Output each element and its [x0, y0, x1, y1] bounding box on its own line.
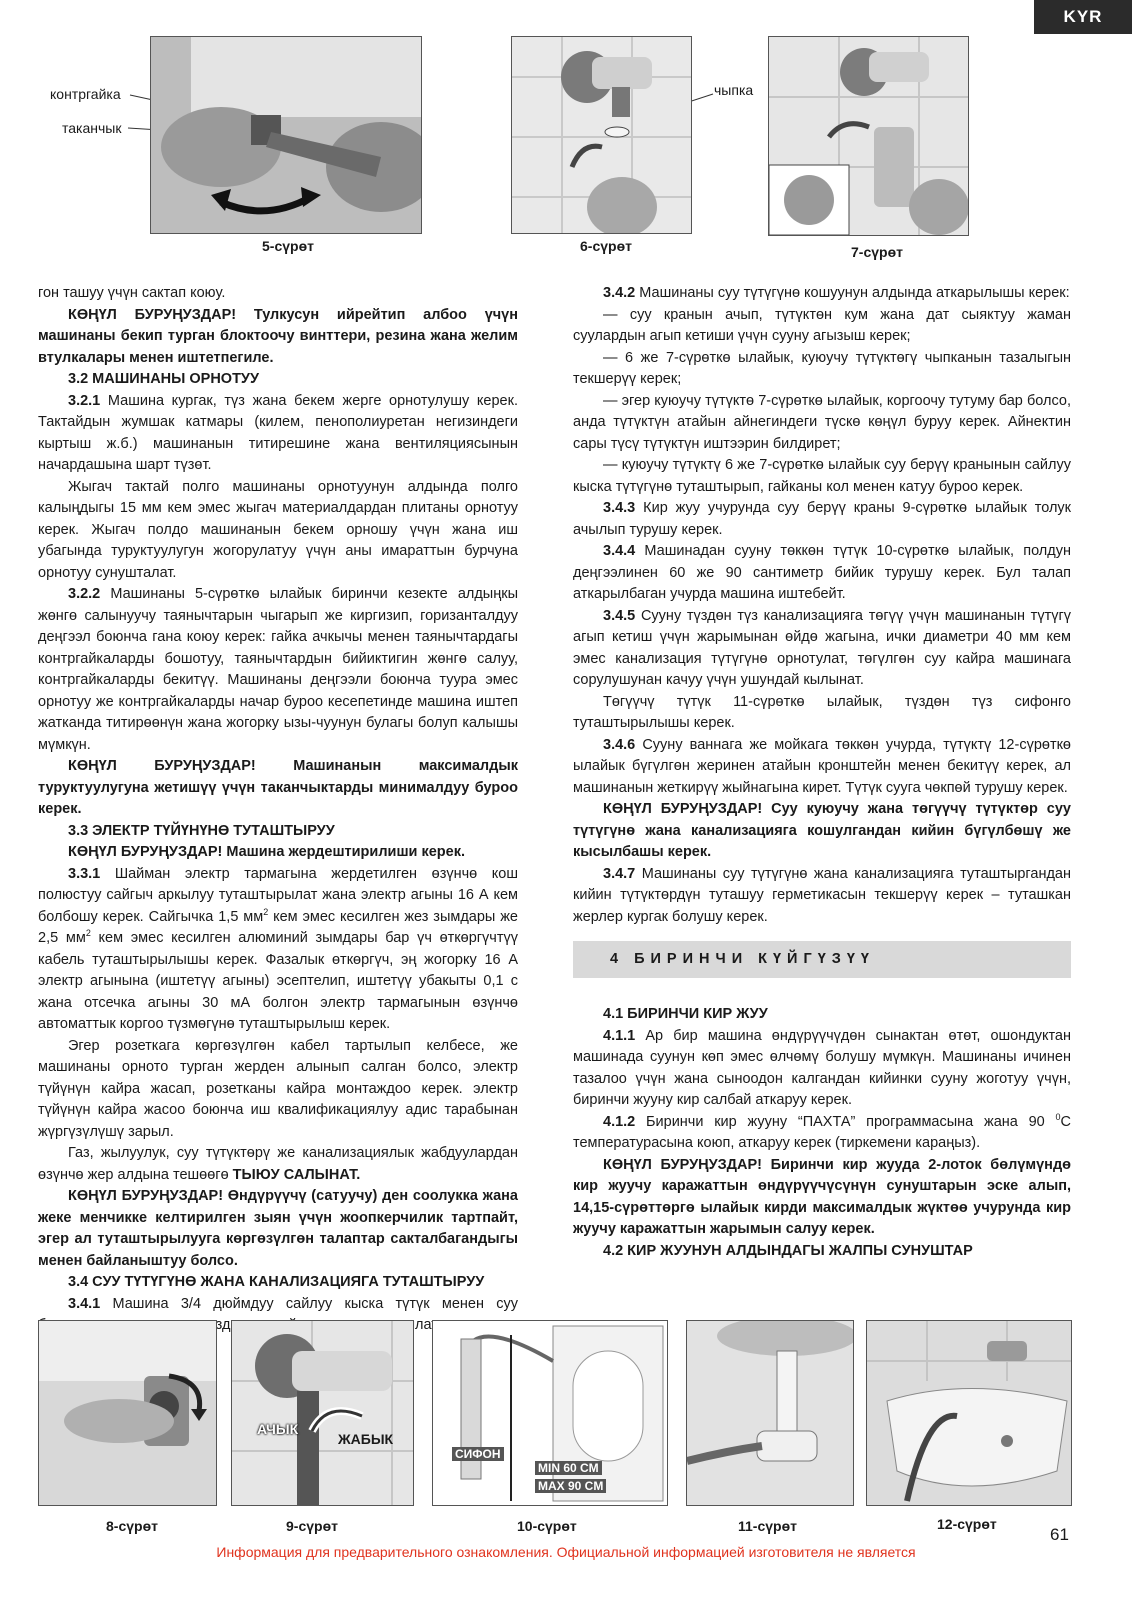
paragraph-4-1-1 [573, 1026, 1071, 1112]
section-heading-3-3: 3.3 ЭЛЕКТР ТҮЙҮНҮНӨ ТУТАШТЫРУУ [68, 822, 335, 839]
clause-number: 3.2.2 [68, 586, 101, 602]
clause-text: Биринчи кир жууну “ПАХТА” программасына жана 90 [635, 1113, 1056, 1130]
aquastop-hose-illustration [769, 37, 968, 235]
siphon-connection-illustration [687, 1321, 853, 1505]
paragraph-3-4-5 [573, 606, 1071, 692]
paragraph-4-1-2 [573, 1112, 1071, 1155]
fig5-label-foot: таканчык [62, 120, 122, 136]
footer-disclaimer: Информация для предварительного ознакомления. Официальной информацией изготовителя не является [216, 1544, 916, 1560]
fig5-label-locknut: контргайка [50, 86, 121, 102]
clause-number: 3.4.6 [603, 736, 636, 753]
clause-text: С температурасына коюп, аткаруу керек (тиркемени караңыз). [573, 1113, 1071, 1151]
language-tab: KYR [1034, 0, 1132, 34]
fig6-label-filter: чыпка [714, 82, 754, 98]
warning-paragraph: КӨҢҮЛ БУРУҢУЗДАР! Биринчи кир жууда 2-лоток бөлүмүндө кир жуучу каражаттын өндүрүүчүсүнүн сунуштарын эске алып, 14,15-сүрөттөргө ылайык кирди максималдык жүктөө учурунда кир жуучу каражаттын жарымын салуу керек. [573, 1156, 1071, 1237]
warning-paragraph: КӨҢҮЛ БУРУҢУЗДАР! Суу куюучу жана төгүүчү түтүктөр суу түтүгүнө жана канализацияга кошулгандан кийин бүгүлбөшү же кысылбашы керек. [573, 801, 1071, 860]
superscript: 0 [1055, 1111, 1061, 1122]
clause-text: Машинадан сууну төккөн түтүк 10-сүрөткө ылайык, полдун деңгээлинен 60 же 90 сантиметр бийик турушу керек. Бул талап аткарылбаган учурда машина иштебейт. [573, 543, 1071, 602]
section-heading-4-1: 4.1 БИРИНЧИ КИР ЖУУ [603, 1006, 768, 1022]
clause-text: Машинаны суу түтүгүнө кошуунун алдында аткарылышы керек: [635, 285, 1070, 301]
paragraph [38, 1143, 518, 1186]
fig10-label-min: MIN 60 CM [535, 1461, 602, 1475]
paragraph-3-4-6 [573, 735, 1071, 800]
figure-5-caption: 5-сүрөт [262, 238, 314, 254]
fig10-label-max: MAX 90 CM [535, 1479, 606, 1493]
clause-text: Ар бир машина өндүрүүчүдөн сынактан өтөт, ошондуктан машинада суунун көп эмес өлчөмү болушу мүмкүн. Машинаны ичинен тазалоо үчүн жана сыноодон калгандан кийинки сууну жоготуу үчүн, биринчи жууну кир салбай аткаруу керек. [573, 1027, 1071, 1108]
list-item: — куюучу түтүктү 6 же 7-сүрөткө ылайык суу берүү кранынын сайлуу кыска түтүгүнө туташтырып, гайканы кол менен катуу буроо керек. [573, 457, 1071, 495]
figure-6-caption: 6-сүрөт [580, 238, 632, 254]
clause-text: Машина 3/4 дюймдуу сайлуу кыска түтүк менен суу муздак [112, 1295, 518, 1333]
warning-paragraph: КӨҢҮЛ БУРУҢУЗДАР! Машина жердештирилиши керек. [68, 844, 465, 860]
paragraph: Жыгач тактай полго машинаны орнотуунун алдында полго калыңдыгы 15 мм кем эмес жыгач материалдардан плитаны орнотуу керек. Жыгач полдо машинанын бекем орношу үчүн жана иш убагында туруктуулугун жогорулатуу үчүн аны имараттын бурчуна орнотуу сунушталат. [38, 478, 518, 581]
superscript: 2 [85, 928, 91, 939]
warning-paragraph: КӨҢҮЛ БУРУҢУЗДАР! Машинанын максималдык туруктуулугуна жетишүү үчүн таканчыктарды минималдуу буроо керек. [38, 758, 518, 817]
clause-number: 3.2.1 [68, 392, 101, 409]
warning-paragraph: КӨҢҮЛ БУРУҢУЗДАР! Өндүрүүчү (сатуучу) ден соолукка жана жеке менчикке келтирилген зыян үчүн жоопкерчилик тартпайт, эгер ал туташтырылууга көргөзүлгөн талаптар сакталбагандыгы менен байланыштуу болсо. [38, 1188, 518, 1269]
chapter-4-heading: 4 БИРИНЧИ КҮЙГҮЗҮҮ [573, 941, 1071, 978]
figure-11-photo [686, 1320, 854, 1506]
clause-text: Сууну түздөн түз канализацияга төгүү үчүн машинанын түтүгү агып кетиш үчүн жарымынан өйдө жагына, ички диаметри 40 мм кем эмес канализация түтүгүнө орнотулат, төгүлгөн суу кайра машинага сорулушунан качуу үчүн ушундай кылынат. [573, 607, 1071, 688]
paragraph: гон ташуу үчүн сактап коюу. [38, 285, 226, 301]
sink-hose-illustration [867, 1321, 1071, 1505]
clause-number: 3.4.4 [603, 543, 636, 559]
clause-number: 4.1.2 [603, 1113, 636, 1130]
clause-text: кем эмес кесилген алюминий зымдары бар үч өткөргүчтүү кабель туташтырылышы керек. Фазалык өткөргүч, эң жогорку 16 А электр агынына (иштетүү агыны) эсептелип, иштетүү убакыты 0,1 с жана отсечка агыны 30 мА болгон электр тармагынын өзүнчө автоматтык коргоо түзмөгүнө туташтырылыш керек. [38, 930, 518, 1032]
left-column [38, 283, 518, 1337]
paragraph-3-2-1 [38, 391, 518, 477]
fig9-label-open: АЧЫК [257, 1421, 299, 1437]
paragraph: Төгүүчү түтүк 11-сүрөткө ылайык, түздөн түз сифонго туташтырылышы керек. [573, 693, 1071, 731]
clause-number: 4.1.1 [603, 1027, 636, 1044]
prohibited-emphasis: ТЫЮУ САЛЫНАТ. [232, 1166, 361, 1183]
fig9-label-closed: ЖАБЫК [338, 1431, 394, 1447]
figure-10-caption: 10-сүрөт [517, 1518, 577, 1534]
list-item: — 6 же 7-сүрөткө ылайык, куюучу түтүктөгү чыпканын тазалыгын текшерүү керек; [573, 349, 1071, 387]
adjusting-feet-illustration [151, 37, 421, 233]
figure-8-caption: 8-сүрөт [106, 1518, 158, 1534]
paragraph-3-3-1 [38, 864, 518, 1036]
transport-hole-cap-illustration [39, 1321, 216, 1505]
list-item: — эгер куюучу түтүктө 7-сүрөткө ылайык, коргоочу тутуму бар болсо, анда түтүктүн атайын айнегиндеги түскө көңүл буруу керек. Айнектин сары түсү түтүктүн иштээрин билдирет; [573, 392, 1071, 452]
water-tap-illustration [232, 1321, 413, 1505]
clause-number: 3.3.1 [68, 865, 101, 882]
paragraph-3-4-7 [573, 864, 1071, 929]
clause-text: Кир жуу учурунда суу берүү краны 9-сүрөткө ылайык толук ачылып турушу керек. [573, 500, 1071, 538]
paragraph-3-4-3 [573, 498, 1071, 541]
drain-height-illustration [433, 1321, 667, 1505]
figure-7-caption: 7-сүрөт [851, 244, 903, 260]
section-heading-3-2: 3.2 МАШИНАНЫ ОРНОТУУ [68, 371, 259, 387]
section-heading-4-2: 4.2 КИР ЖУУНУН АЛДЫНДАГЫ ЖАЛПЫ СУНУШТАР [603, 1242, 973, 1259]
paragraph-3-2-2 [38, 584, 518, 756]
section-heading-3-4: 3.4 СУУ ТҮТҮГҮНӨ ЖАНА КАНАЛИЗАЦИЯГА ТУТАШТЫРУУ [68, 1274, 485, 1290]
clause-number: 3.4.2 [603, 285, 636, 301]
inlet-filter-illustration [512, 37, 691, 233]
figure-9-caption: 9-сүрөт [286, 1518, 338, 1534]
figure-11-caption: 11-сүрөт [738, 1518, 797, 1534]
figure-9-photo [231, 1320, 414, 1506]
figure-12-photo [866, 1320, 1072, 1506]
paragraph-3-4-4 [573, 541, 1071, 606]
figure-5-photo [150, 36, 422, 234]
list-item: — суу кранын ачып, түтүктөн кум жана дат сыяктуу жаман суулардын агып кетиши үчүн сууну агызыш керек; [573, 306, 1071, 344]
clause-number: 3.4.3 [603, 500, 636, 516]
clause-text: Сууну ваннага же мойкага төккөн учурда, түтүктү 12-сүрөткө ылайык бүгүлгөн жеринен атайын кронштейн менен бекитүү керек, ал машинанын жеткирүү жыйнагына кирет. Түтүк сууга чөкпөй турушу керек. [573, 736, 1071, 796]
clause-text: Машинаны 5-сүрөткө ылайык биринчи кезекте алдыңкы жөнгө салынуучу таянычтарын чыгарып же киргизип, горизанталдуу деңгээл боюнча гана коюу керек: гайка ачкычы менен таянычтардагы контргайкаларды бошотуу, таянычтардын бийиктигин жөнгө салуу, контргайкаларды бекитүү. Машинаны деңгээли боюнча туура эмес орнотуу же контргайкаларды начар буроо кесепетинде машина иштеп жатканда титирөөнүн жана жогорку ызы-чуунун булагы болуп калышы мүмкүн. [38, 586, 518, 753]
figure-7-photo [768, 36, 969, 236]
clause-text: Газ, жылуулук, суу түтүктөрү же канализациялык жабдуулардан өзүнчө жер алдына тешөөгө [38, 1145, 518, 1183]
clause-text: кем эмес кесилген жез зымдары же 2,5 мм [38, 908, 518, 946]
paragraph: Эгер розеткага көргөзүлгөн кабел тартылып келбесе, же машинаны орното турган жерден алынып салган болсо, электр түйүнүн кайра жасап, розетканы кайра монтаждоо керек. электр түйүнүн кайра жасоо боюнча иш квалификациялуу адис тарабынан жүргүзүлүшү зарыл. [38, 1037, 518, 1140]
figure-12-caption: 12-сүрөт [937, 1516, 997, 1532]
clause-text: Шайман электр тармагына жердетилген өзүнчө кош полюстуу сайгыч аркылуу туташтырылат жана электр агыны 16 А кем болбошу керек. Сайгычка 1,5 мм [38, 865, 518, 925]
figure-6-photo [511, 36, 692, 234]
clause-number: 3.4.5 [603, 607, 636, 624]
warning-paragraph: КӨҢҮЛ БУРУҢУЗДАР! Тулкусун ийрейтип албоо үчүн машинаны бекип турган блоктоочу винттери, резина жана желим втулкалары менен иштетпегиле. [38, 306, 518, 366]
page-number: 61 [1050, 1525, 1069, 1544]
right-column [573, 283, 1071, 1262]
superscript: 2 [263, 906, 269, 917]
clause-text: Машина кургак, түз жана бекем жерге орнотулушу керек. Тактайдын жумшак катмары (килем, пенополиуретан негизиндеги кыртыш ж.б.) машинанын титирешине жана вентиляциясынын начардашына шарт түзөт. [38, 392, 518, 473]
paragraph-3-4-2 [573, 283, 1071, 305]
clause-number: 3.4.1 [68, 1295, 101, 1312]
fig10-label-siphon: СИФОН [452, 1447, 504, 1461]
figure-8-photo [38, 1320, 217, 1506]
clause-number: 3.4.7 [603, 865, 636, 882]
clause-text: Машинаны суу түтүгүнө жана канализацияга туташтыргандан кийин түтүктөрдүн туташуу герметикасын текшерүү керек – туташкан жерлер кургак болушу керек. [573, 865, 1071, 925]
